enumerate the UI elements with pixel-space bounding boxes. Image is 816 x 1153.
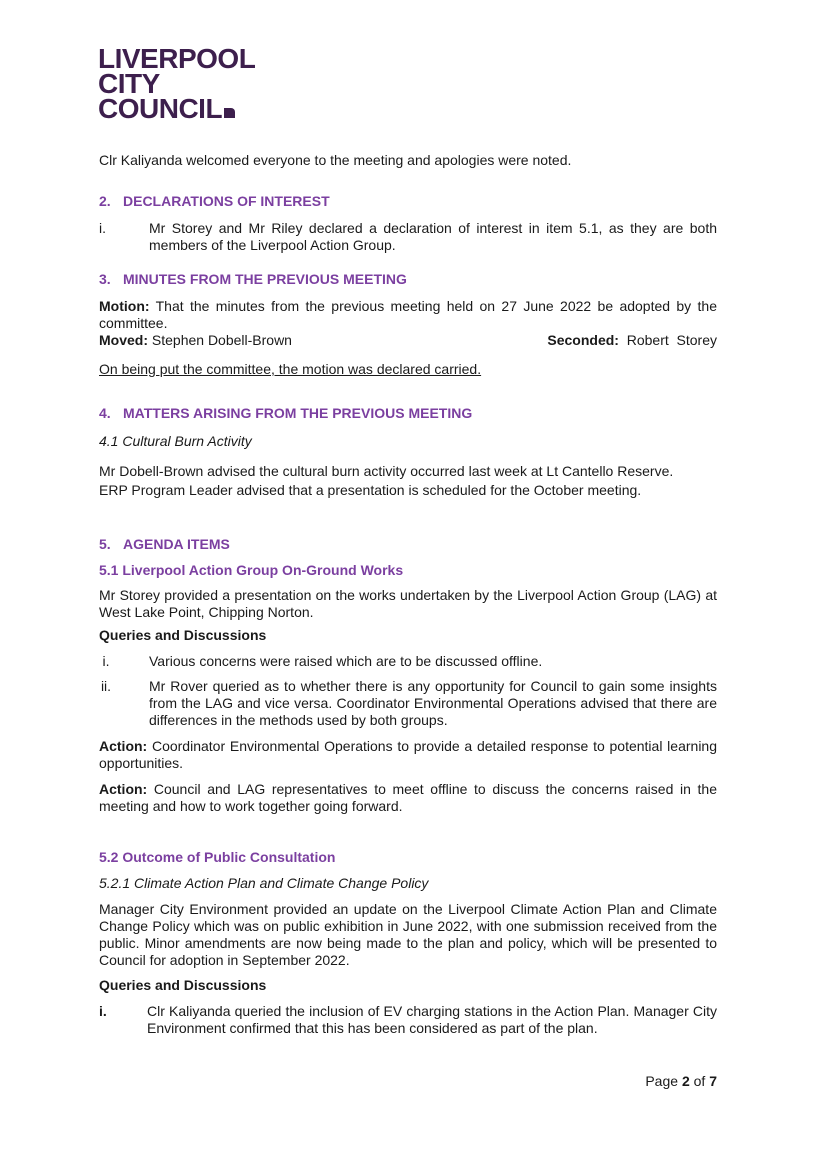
section-5-heading: 5. AGENDA ITEMS	[99, 536, 230, 552]
subheading-5-1: 5.1 Liverpool Action Group On-Ground Works	[99, 562, 404, 578]
paragraph: Manager City Environment provided an update on the Liverpool Climate Action Plan and Climate Change Policy which was on public exhibition in June 2022, with one submission received from the public. Minor amendments are now being made to the plan and policy, which will be presented to Council for adoption in September 2022.	[99, 901, 717, 968]
moved-seconded-row: Moved: Stephen Dobell-Brown Seconded: Robert Storey	[99, 332, 717, 348]
section-3-heading: 3. MINUTES FROM THE PREVIOUS MEETING	[99, 271, 407, 287]
minutes-body	[99, 152, 717, 1037]
paragraph: Mr Storey provided a presentation on the works undertaken by the Liverpool Action Group (LAG) at West Lake Point, Chipping Norton.	[99, 587, 717, 620]
page-number: Page 2 of 7	[645, 1073, 717, 1089]
list-item: ii. Mr Rover queried as to whether there is any opportunity for Council to gain some insights from the LAG and vice versa. Coordinator Environmental Operations advised that there are differences in the methods used by both groups.	[100, 678, 717, 728]
liverpool-city-council-logo: LIVERPOOL CITY COUNCIL	[98, 43, 256, 124]
list-item: i. Clr Kaliyanda queried the inclusion of EV charging stations in the Action Plan. Manager City Environment confirmed that this has been considered as part of the plan.	[99, 1003, 717, 1036]
subheading-5-2-1: 5.2.1 Climate Action Plan and Climate Change Policy	[99, 875, 429, 891]
subheading-5-2: 5.2 Outcome of Public Consultation	[99, 849, 336, 865]
logo-mark-icon	[224, 108, 235, 118]
section-4-heading: 4. MATTERS ARISING FROM THE PREVIOUS MEETING	[99, 405, 473, 421]
action-paragraph: Action: Council and LAG representatives to meet offline to discuss the concerns raised in the meeting and how to work together going forward.	[99, 781, 717, 814]
paragraph: ERP Program Leader advised that a presentation is scheduled for the October meeting.	[99, 482, 642, 498]
motion-carried-note: On being put the committee, the motion was declared carried.	[99, 361, 482, 377]
queries-heading: Queries and Discussions	[99, 627, 267, 643]
queries-heading: Queries and Discussions	[99, 977, 267, 993]
action-paragraph: Action: Coordinator Environmental Operations to provide a detailed response to potential learning opportunities.	[99, 738, 717, 771]
list-item: i. Various concerns were raised which are to be discussed offline.	[102, 653, 543, 669]
motion-paragraph: Motion: That the minutes from the previous meeting held on 27 June 2022 be adopted by the committee.	[99, 298, 717, 331]
section-2-heading: 2. DECLARATIONS OF INTEREST	[99, 193, 330, 209]
intro-paragraph: Clr Kaliyanda welcomed everyone to the meeting and apologies were noted.	[99, 152, 572, 168]
paragraph: Mr Dobell-Brown advised the cultural burn activity occurred last week at Lt Cantello Reserve.	[99, 463, 674, 479]
subheading-4-1: 4.1 Cultural Burn Activity	[99, 433, 252, 449]
list-item: i. Mr Storey and Mr Riley declared a declaration of interest in item 5.1, as they are both members of the Liverpool Action Group.	[99, 220, 717, 253]
